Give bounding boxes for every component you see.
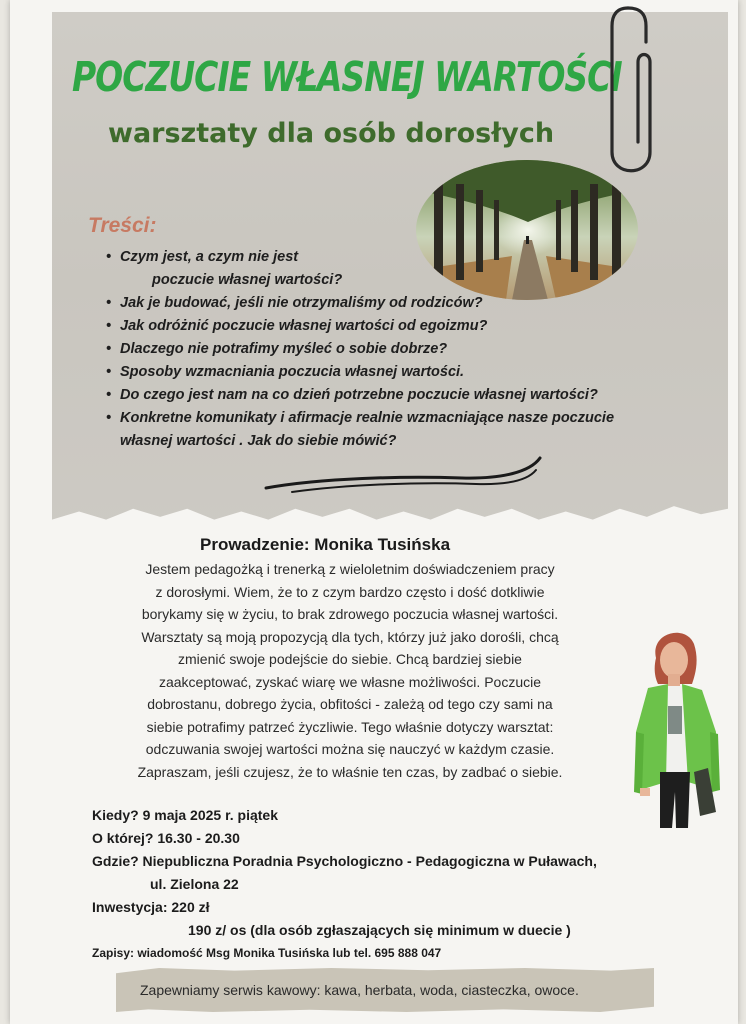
event-details — [92, 804, 712, 965]
bio-line: z dorosłymi. Wiem, że to z czym bardzo często i dość dotkliwie — [155, 583, 545, 600]
where-row: Gdzie? Niepubliczna Poradnia Psychologiczno - Pedagogiczna w Puławach, — [92, 853, 597, 869]
list-item-text-continued: własnej wartości . Jak do siebie mówić? — [120, 433, 397, 449]
list-item — [108, 315, 708, 338]
list-item — [108, 407, 708, 453]
contents-heading: Treści: — [88, 214, 157, 237]
list-item-text: Czym jest, a czym nie jest — [120, 249, 299, 265]
footer-note: Zapewniamy serwis kawowy: kawa, herbata, woda, ciasteczka, owoce. — [140, 982, 579, 998]
bio-line: zmienić swoje podejście do siebie. Chcą bardziej siebie — [178, 651, 522, 667]
leader-bio — [90, 558, 610, 783]
bio-line: siebie potrafimy patrzeć życzliwie. Tego właśnie dotyczy warsztat: — [146, 718, 554, 735]
list-item-text: Do czego jest nam na co dzień potrzebne poczucie własnej wartości? — [120, 387, 598, 403]
list-item — [108, 384, 708, 407]
list-item-text: Jak odróżnić poczucie własnej wartości od egoizmu? — [120, 318, 488, 334]
bio-line: odczuwania swojej wartości można się nauczyć w każdym czasie. — [145, 741, 555, 757]
bio-line: dobrostanu, dobrego życia, obfitości - zależą od tego czy sami na — [147, 696, 553, 712]
address-row: ul. Zielona 22 — [150, 876, 239, 892]
list-item-text: Konkretne komunikaty i afirmacje realnie wzmacniające nasze poczucie — [120, 410, 615, 426]
swoosh-decoration — [262, 452, 544, 496]
flyer-title: POCZUCIE WŁASNEJ WARTOŚCI — [72, 52, 622, 101]
list-item — [108, 361, 708, 384]
flyer-subtitle: warsztaty dla osób dorosłych — [108, 118, 555, 149]
list-item-text: Sposoby wzmacniania poczucia własnej wartości. — [120, 364, 465, 380]
investment-pair-row: 190 z/ os (dla osób zgłaszających się minimum w duecie ) — [188, 922, 571, 938]
contents-list — [108, 246, 708, 453]
bio-line: Jestem pedagożką i trenerką z wieloletnim doświadczeniem pracy — [145, 561, 555, 577]
bio-line: borykamy się w życiu, to brak zdrowego poczucia własnej wartości. — [141, 606, 559, 622]
list-item — [108, 338, 708, 361]
time-row: O której? 16.30 - 20.30 — [92, 830, 240, 846]
when-row: Kiedy? 9 maja 2025 r. piątek — [92, 807, 278, 823]
list-item-text: Dlaczego nie potrafimy myśleć o sobie dobrze? — [120, 341, 448, 357]
bio-line: Warsztaty są moją propozycją dla tych, którzy już jako dorośli, chcą — [141, 628, 559, 645]
list-item-text-continued: poczucie własnej wartości? — [152, 272, 343, 288]
paperclip-icon — [598, 2, 668, 202]
bio-line: zaakceptować, zyskać wiarę we własne możliwości. Poczucie — [158, 673, 542, 690]
list-item-text: Jak je budować, jeśli nie otrzymaliśmy od rodziców? — [120, 295, 483, 311]
list-item — [108, 246, 708, 292]
signup-row: Zapisy: wiadomość Msg Monika Tusińska lub tel. 695 888 047 — [92, 946, 442, 960]
investment-row: Inwestycja: 220 zł — [92, 899, 210, 915]
leader-heading: Prowadzenie: Monika Tusińska — [200, 535, 451, 554]
list-item — [108, 292, 708, 315]
bio-line: Zapraszam, jeśli czujesz, że to właśnie ten czas, by zadbać o siebie. — [137, 763, 563, 780]
